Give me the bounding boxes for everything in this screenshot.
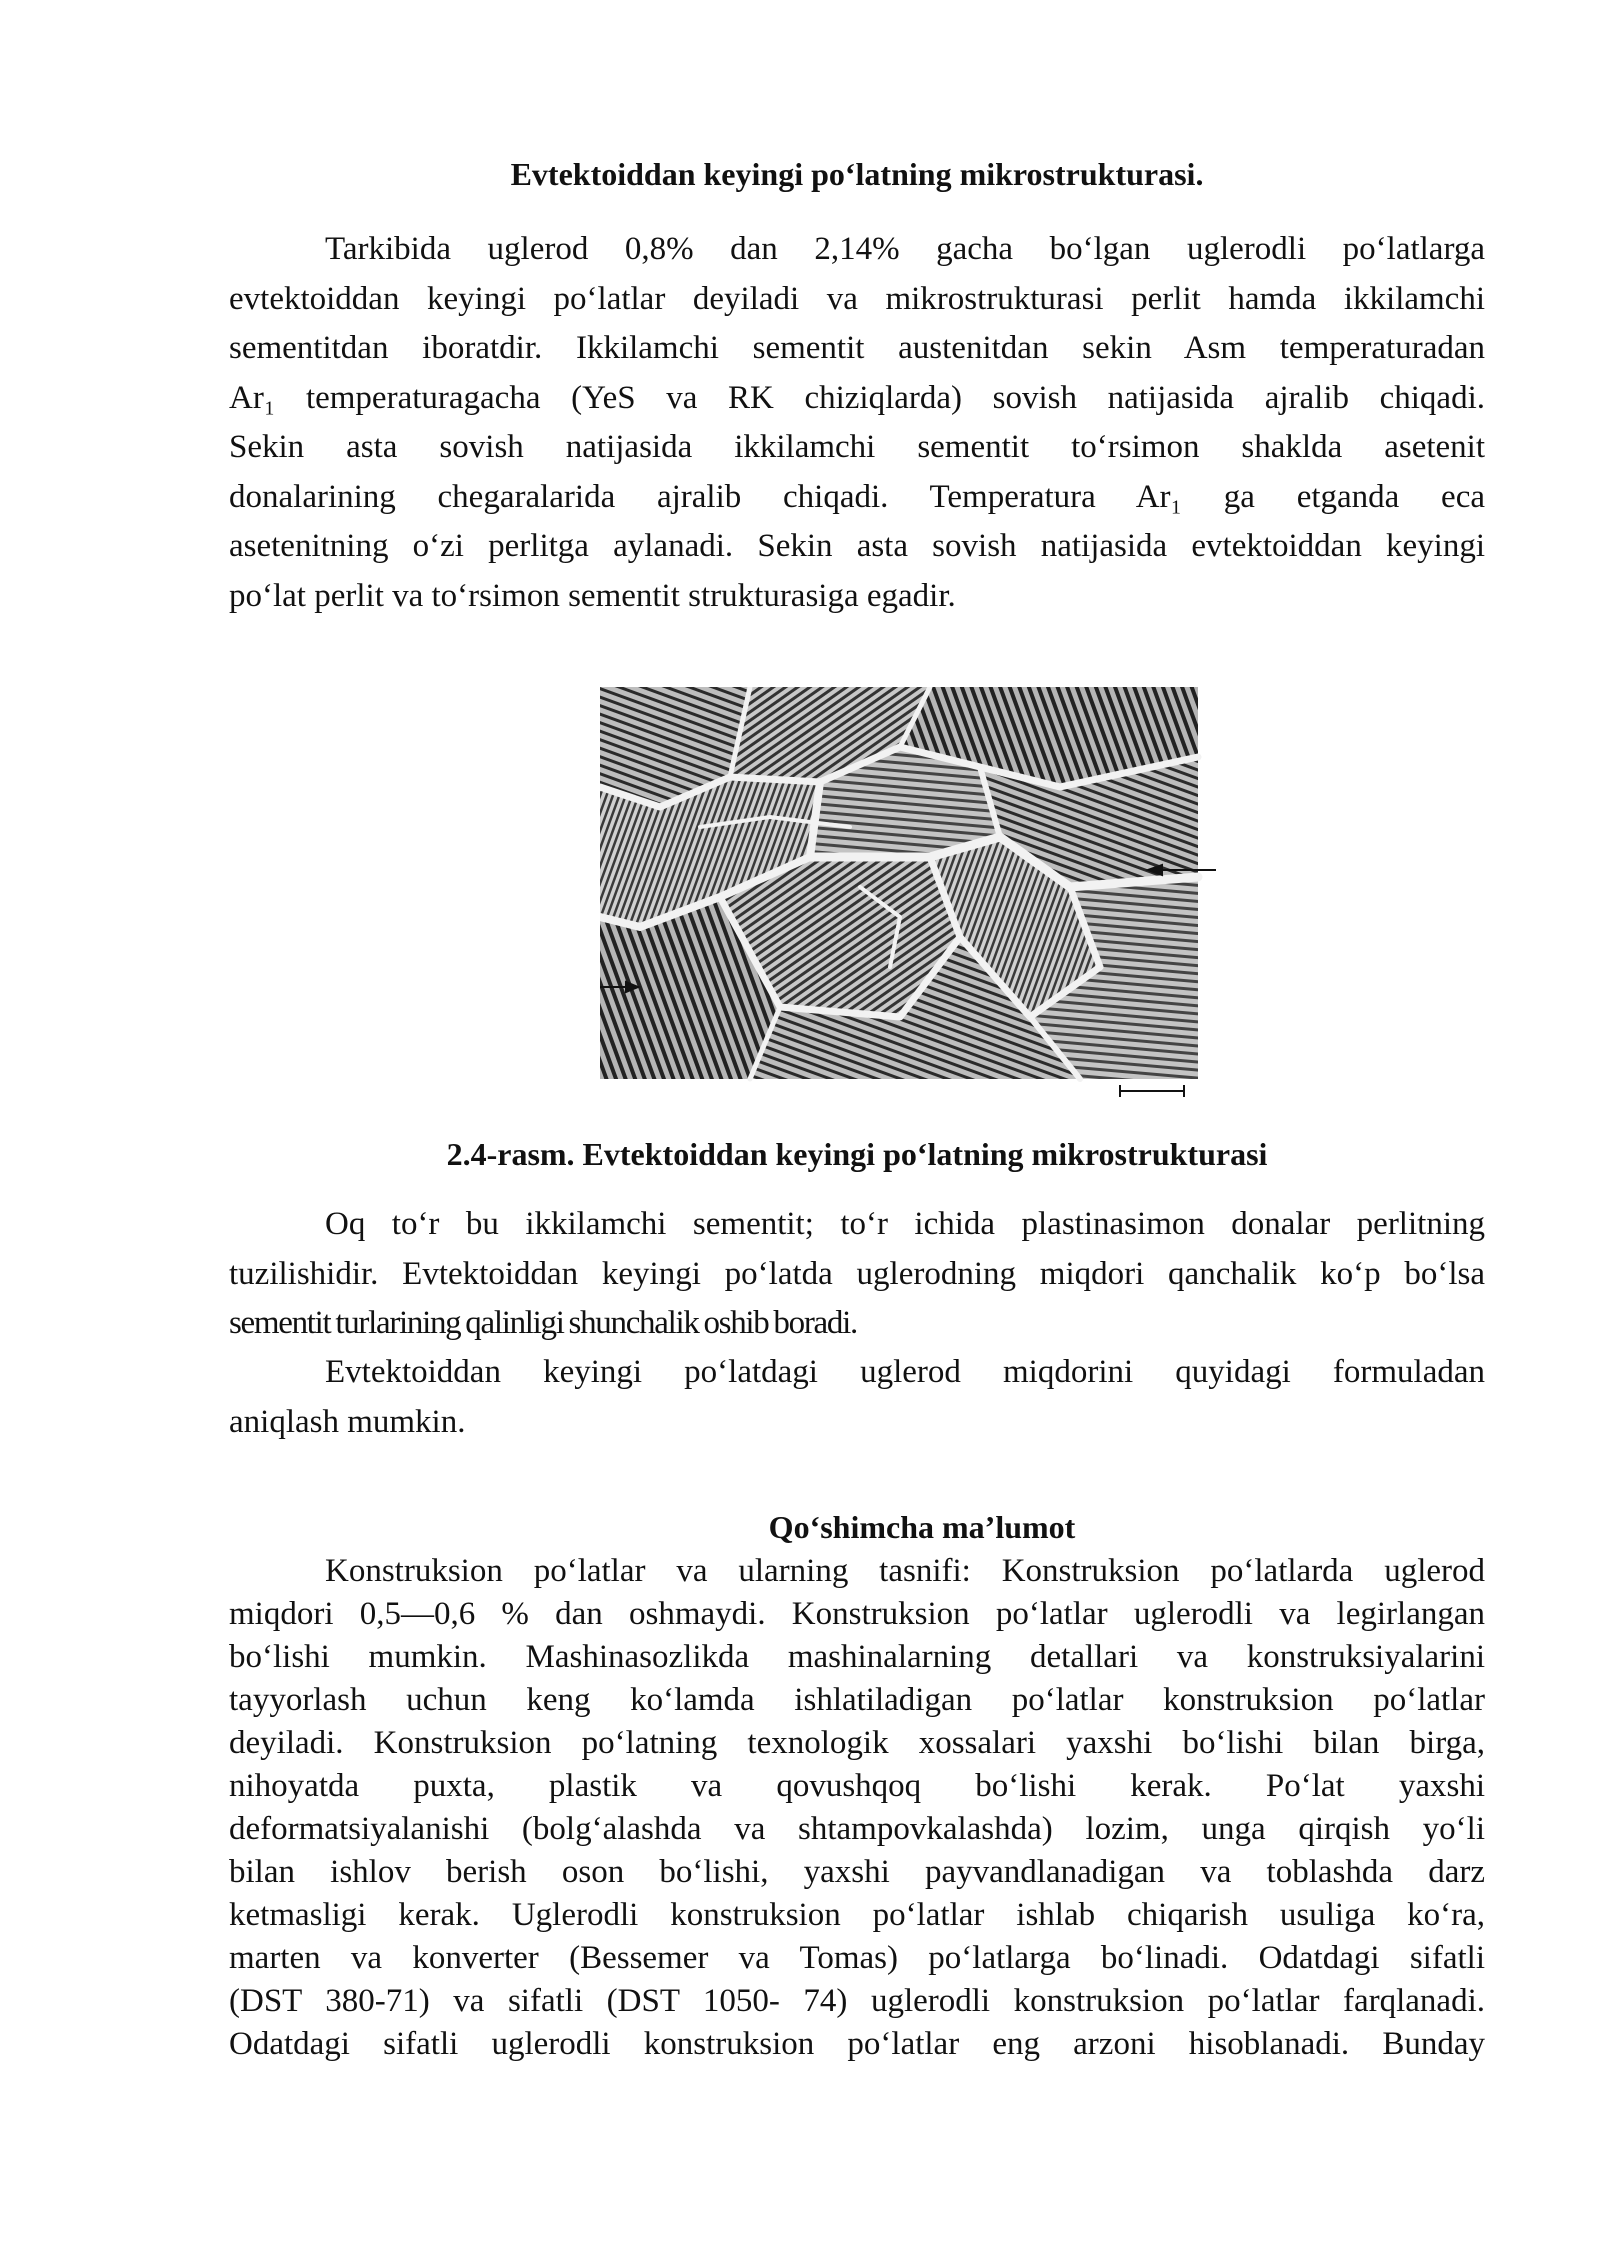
text-line: ketmasligi kerak. Uglerodli konstruksion po‘latlar ishlab chiqarish usuliga ko‘ra, (229, 1897, 1485, 1933)
text-line: deyiladi. Konstruksion po‘latning texnologik xossalari yaxshi bo‘lishi bilan birga, (229, 1725, 1485, 1761)
section-title: Evtektoiddan keyingi po‘latning mikrostrukturasi. (510, 156, 1204, 192)
text-line: asetenitning o‘zi perlitga aylanadi. Sekin asta sovish natijasida evtektoiddan keyingi (229, 528, 1485, 564)
paragraph-formula-intro (229, 1348, 1485, 1447)
text-line: aniqlash mumkin. (229, 1403, 466, 1440)
text-line: miqdori 0,5—0,6 % dan oshmaydi. Konstruksion po‘latlar uglerodli va legirlangan (229, 1596, 1485, 1632)
text-line: evtektoiddan keyingi po‘latlar deyiladi va mikrostrukturasi perlit hamda ikkilamchi (229, 280, 1485, 317)
text-line: marten va konverter (Bessemer va Tomas) po‘latlarga bo‘linadi. Odatdagi sifatli (229, 1940, 1485, 1976)
microstructure-image (600, 687, 1216, 1099)
text-line: (DST 380-71) va sifatli (DST 1050- 74) uglerodli konstruksion po‘latlar farqlanadi. (229, 1983, 1485, 2019)
subheading: Qo‘shimcha ma’lumot (768, 1509, 1076, 1545)
paragraph-intro (229, 225, 1485, 621)
text-line: Ar₁ temperaturagacha (YeS va RK chiziqlarda) sovish natijasida ajralib chiqadi. (229, 379, 1485, 416)
text-line: deformatsiyalanishi (bolg‘alashda va shtampovkalashda) lozim, unga qirqish yo‘li (229, 1811, 1485, 1847)
paragraph-additional-info (229, 1550, 1485, 2066)
microstructure-figure (600, 687, 1216, 1099)
text-line: sementit turlarining qalinligi shunchalik oshib boradi. (229, 1305, 857, 1341)
text-line: sementitdan iboratdir. Ikkilamchi sementit austenitdan sekin Asm temperaturadan (229, 330, 1485, 366)
text-line: Sekin asta sovish natijasida ikkilamchi sementit to‘rsimon shaklda asetenit (229, 429, 1485, 465)
text-line: Oq to‘r bu ikkilamchi sementit; to‘r ichida plastinasimon donalar perlitning (325, 1206, 1485, 1242)
text-line: bo‘lishi mumkin. Mashinasozlikda mashinalarning detallari va konstruksiyalarini (229, 1639, 1485, 1675)
text-line: Evtektoiddan keyingi po‘latdagi uglerod miqdorini quyidagi formuladan (325, 1354, 1485, 1390)
text-line: Konstruksion po‘latlar va ularning tasnifi: Konstruksion po‘latlarda uglerod (325, 1553, 1485, 1589)
text-line: Odatdagi sifatli uglerodli konstruksion po‘latlar eng arzoni hisoblanadi. Bunday (229, 2026, 1485, 2062)
text-line: po‘lat perlit va to‘rsimon sementit strukturasiga egadir. (229, 577, 956, 614)
figure-caption: 2.4-rasm. Evtektoiddan keyingi po‘latning mikrostrukturasi (446, 1136, 1268, 1172)
text-line: donalarining chegaralarida ajralib chiqadi. Temperatura Ar₁ ga etganda eca (229, 478, 1485, 515)
text-line: bilan ishlov berish oson bo‘lishi, yaxshi payvandlanadigan va toblashda darz (229, 1854, 1485, 1890)
text-line: Tarkibida uglerod 0,8% dan 2,14% gacha bo‘lgan uglerodli po‘latlarga (325, 231, 1485, 267)
text-line: tuzilishidir. Evtektoiddan keyingi po‘latda uglerodning miqdori qanchalik ko‘p bo‘lsa (229, 1255, 1485, 1292)
paragraph-description (229, 1200, 1485, 1349)
text-line: nihoyatda puxta, plastik va qovushqoq bo‘lishi kerak. Po‘lat yaxshi (229, 1768, 1485, 1804)
text-line: tayyorlash uchun keng ko‘lamda ishlatiladigan po‘latlar konstruksion po‘latlar (229, 1682, 1485, 1718)
